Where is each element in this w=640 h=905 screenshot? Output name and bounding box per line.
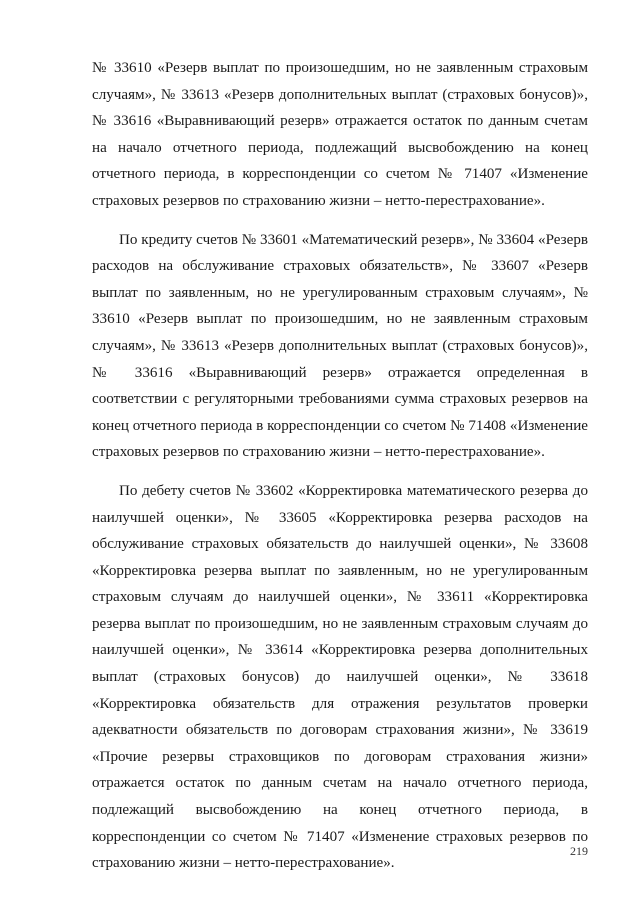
page-number: 219 bbox=[570, 844, 588, 858]
paragraph-credit-accounts: По кредиту счетов № 33601 «Математический резерв», № 33604 «Резерв расходов на обслуживание страховых обязательств», № 33607 «Резерв выплат по заявленным, но не урегулированным страховым случаям», № 33610 «Резерв выплат по произошедшим, но не заявленным страховым случаям», № 33613 «Резерв дополнительных выплат (страховых бонусов)», № 33616 «Выравнивающий резерв» отражается определенная в соответствии с регуляторными требованиями сумма страховых резервов на конец отчетного периода в корреспонденции со счетом № 71408 «Изменение страховых резервов по страхованию жизни – нетто-перестрахование». bbox=[92, 231, 588, 461]
paragraph-continued: № 33610 «Резерв выплат по произошедшим, но не заявленным страховым случаям», № 33613 «Резерв дополнительных выплат (страховых бонусов)», № 33616 «Выравнивающий резерв» отражается остаток по данным счетам на начало отчетного периода, подлежащий высвобождению на конец отчетного периода, в корреспонденции со счетом № 71407 «Изменение страховых резервов по страхованию жизни – нетто-перестрахование». bbox=[92, 60, 588, 209]
paragraph-debit-accounts: По дебету счетов № 33602 «Корректировка математического резерва до наилучшей оценки», № 33605 «Корректировка резерва расходов на обслуживание страховых обязательств до наилучшей оценки», № 33608 «Корректировка резерва выплат по заявленным, но не урегулированным страховым случаям до наилучшей оценки», № 33611 «Корректировка резерва выплат по произошедшим, но не заявленным страховым случаям до наилучшей оценки», № 33614 «Корректировка резерва дополнительных выплат (страховых бонусов) до наилучшей оценки», № 33618 «Корректировка обязательств для отражения результатов проверки адекватности обязательств по договорам страхования жизни», № 33619 «Прочие резервы страховщиков по договорам страхования жизни» отражается остаток по данным счетам на начало отчетного периода, подлежащий высвобождению на конец отчетного периода, в корреспонденции со счетом № 71407 «Изменение страховых резервов по страхованию жизни – нетто-перестрахование». bbox=[92, 482, 588, 872]
body-text bbox=[92, 55, 588, 877]
